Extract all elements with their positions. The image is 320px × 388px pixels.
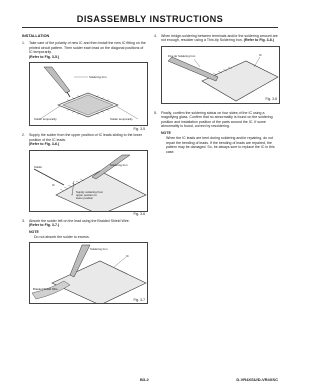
figure-3-8	[161, 46, 280, 104]
step-1	[22, 41, 146, 59]
label-soldering-iron: Soldering Iron	[89, 75, 107, 80]
fig37-illustration	[30, 243, 147, 303]
note-label: NOTE	[161, 130, 171, 135]
step-4	[154, 34, 278, 43]
step-number: 3.	[22, 218, 25, 223]
label-solder: Solder	[34, 164, 43, 169]
step-5	[154, 111, 278, 129]
figure-reference: (Refer to Fig. 3-7.)	[29, 223, 60, 228]
label-solder-temporarily-left: Solder temporarily	[34, 117, 57, 122]
step-body: Take care of the polarity of new IC and then install the new IC fitting on the printed circuit pattern. Then solder each lead on the diagonal positions of IC temporarily.	[29, 41, 146, 55]
step-2	[22, 133, 146, 146]
step-text	[29, 41, 146, 59]
step-text	[29, 133, 146, 146]
model-number: D-VR4XSU/D-VR4XSC	[236, 377, 278, 382]
step-body: When bridge-soldering between terminals and/or the soldering amount are not enough, resolder using a Thin-tip Soldering Iron.	[161, 34, 278, 43]
figure-caption: Fig. 3-7	[133, 297, 145, 302]
figure-3-5	[29, 62, 148, 131]
figure-3-6	[29, 150, 148, 217]
note-label: NOTE	[29, 229, 39, 234]
fig36-illustration	[30, 151, 147, 211]
figure-reference: (Refer to Fig. 3-8.)	[243, 38, 274, 43]
step-number: 2.	[22, 133, 25, 138]
step-text: Finally, confirm the soldering status on four sides of the IC using a magnifying glass. Confirm that no abnormality is found on the soldering position and installation position of the parts around the IC. If some abnormality is found, correct by resoldering.	[161, 110, 273, 129]
label-soldering-iron: Soldering Iron	[110, 162, 128, 167]
left-column	[22, 34, 146, 308]
step-number: 4.	[154, 34, 157, 38]
step-body: Absorb the solder left on the lead using the Braided Shield Wire.	[29, 218, 130, 223]
step-number: 5.	[154, 110, 157, 115]
figure-caption: Fig. 3-6	[133, 212, 145, 217]
fig35-illustration	[30, 63, 147, 125]
label-supply-soldering: Supply soldering from upper position to lower position	[76, 189, 104, 200]
label-solder-temporarily-right: Solder temporarily	[110, 117, 133, 122]
figure-caption: Fig. 3-8	[265, 97, 277, 102]
page-number: B3-2	[140, 377, 149, 382]
step-body: Supply the solder from the upper position of IC leads sliding to the lower position of the IC leads.	[29, 133, 142, 142]
step-3	[22, 219, 146, 228]
label-ic: IC	[52, 182, 55, 187]
note-text: Do not absorb the solder to excess.	[34, 234, 90, 239]
installation-heading: INSTALLATION	[22, 34, 50, 38]
label-fine-tip-soldering-iron: Fine tip Soldering Iron	[168, 53, 196, 58]
label-ic: IC	[126, 254, 129, 259]
step-text	[29, 219, 146, 228]
figure-caption: Fig. 3-5	[133, 126, 145, 131]
step-number: 1.	[22, 41, 25, 46]
figure-reference: (Refer to Fig. 3-6.)	[29, 142, 60, 147]
title-divider	[22, 27, 278, 28]
right-column	[154, 34, 278, 157]
figure-reference: (Refer to Fig. 3-5.)	[29, 54, 60, 59]
step-text	[161, 34, 278, 43]
label-braided-shield-wire: Braided Shield Wire	[33, 287, 58, 292]
note-text: When the IC leads are bent during soldering and/or repairing, do not repair the bending of leads. If the bending of leads are repaired, the pattern may be damaged. So, be always sure to replace the IC in this case.	[166, 136, 275, 154]
label-soldering-iron: Soldering Iron	[90, 247, 108, 252]
label-ic: IC	[259, 52, 262, 57]
page-title: DISASSEMBLY INSTRUCTIONS	[76, 14, 224, 24]
figure-3-7	[29, 242, 148, 304]
